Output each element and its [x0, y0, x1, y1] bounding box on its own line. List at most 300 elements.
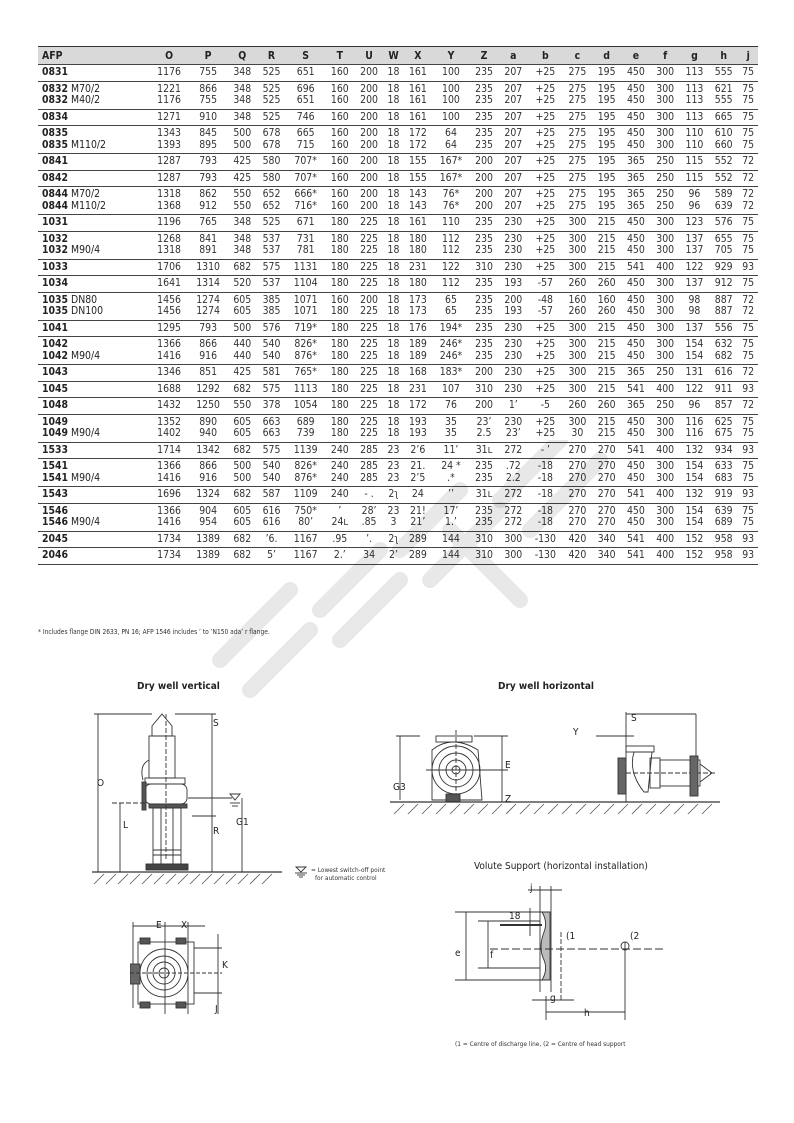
model-cell — [38, 170, 150, 187]
value-cell-W: 18 — [387, 382, 400, 395]
value-cell-W: 18 — [387, 127, 400, 139]
value-cell-O: 1734 — [157, 549, 181, 561]
value-cell-Z: 2.5 — [476, 427, 492, 439]
value-cell-b: -57 — [537, 277, 553, 289]
table-row-group — [38, 292, 758, 320]
value-cell-g: 137 — [685, 232, 704, 245]
value-cell-S: 689 — [296, 415, 315, 428]
dry-well-horizontal-drawing — [390, 710, 720, 820]
legend-line-2: for automatic control — [315, 874, 377, 882]
value-cell-j: 75 — [742, 338, 755, 350]
value-cell-T: 180 — [330, 216, 349, 228]
value-cell-f: 250 — [656, 155, 675, 167]
value-cell-R: 575 — [262, 443, 281, 456]
value-cell-c: 270 — [568, 471, 587, 484]
value-cell-S: 80ʼ — [298, 516, 314, 528]
column-header-c: c — [563, 47, 592, 65]
value-cell-Z: 235 — [475, 460, 493, 472]
value-cell-P: 765 — [199, 216, 218, 228]
value-cell-c: 260 — [568, 305, 587, 317]
value-cell-Q: 550 — [233, 399, 252, 411]
value-cell-T: 160 — [330, 155, 349, 167]
value-cell-Q: 425 — [233, 155, 252, 167]
value-cell-X: 168 — [408, 366, 427, 378]
column-header-O: O — [150, 47, 189, 65]
value-cell-d: 195 — [597, 66, 616, 78]
value-cell-S: 1167 — [293, 532, 318, 545]
value-cell-R: 525 — [262, 110, 281, 123]
value-cell-T: 240 — [330, 471, 349, 484]
value-cell-O: 1416 — [157, 516, 181, 528]
value-cell-c: 275 — [568, 66, 587, 78]
value-cell-f: 300 — [656, 232, 675, 245]
value-cell-f: 300 — [656, 82, 675, 95]
value-cell-e: 450 — [626, 415, 645, 428]
volute-legend: (1 = Centre of discharge line, (2 = Centre of head support — [455, 1040, 626, 1048]
value-cell-R: 580 — [262, 171, 281, 184]
value-cell-g: 113 — [685, 66, 704, 78]
value-cell-Z: 200 — [475, 366, 493, 378]
value-cell-Q: 550 — [233, 188, 252, 200]
value-cell-a: 230 — [504, 382, 523, 395]
value-cell-U: 285 — [360, 460, 378, 472]
model-number: 1041 — [42, 321, 69, 334]
value-cell-O: 1318 — [157, 188, 181, 200]
value-cell-g: 110 — [685, 138, 704, 151]
value-cell-R: ʼ6. — [265, 532, 278, 545]
value-cell-S: 719* — [294, 321, 317, 334]
value-cell-P: 940 — [199, 427, 218, 439]
value-cell-Y: 100 — [442, 66, 460, 78]
value-cell-j: 72 — [742, 293, 755, 306]
value-cell-g: 96 — [688, 399, 701, 411]
value-cell-Q: 682 — [233, 443, 252, 456]
value-cell-Y: 194* — [439, 321, 463, 334]
model-cell — [38, 245, 150, 259]
model-number: 1043 — [42, 366, 69, 378]
table-row — [38, 65, 758, 82]
value-cell-j: 93 — [742, 488, 755, 500]
value-cell-f: 400 — [656, 488, 675, 500]
table-row — [38, 306, 758, 320]
value-cell-Q: 500 — [233, 460, 252, 472]
table-row-group — [38, 459, 758, 487]
value-cell-f: 300 — [656, 293, 675, 306]
value-cell-Q: 348 — [233, 82, 252, 95]
table-row-group — [38, 109, 758, 126]
value-cell-h: 958 — [714, 549, 733, 561]
value-cell-g: 154 — [685, 471, 704, 484]
value-cell-j: 75 — [742, 277, 755, 289]
value-cell-d: 215 — [597, 232, 616, 245]
value-cell-h: 689 — [714, 516, 733, 528]
column-header-R: R — [257, 47, 286, 65]
value-cell-P: 954 — [199, 516, 218, 528]
value-cell-P: 1310 — [196, 260, 220, 273]
value-cell-e: 450 — [626, 82, 645, 95]
model-variant: M40/2 — [71, 94, 101, 106]
value-cell-U: 225 — [360, 277, 378, 289]
value-cell-j: 72 — [742, 188, 755, 200]
value-cell-X: 24 — [411, 488, 424, 500]
value-cell-g: 137 — [685, 277, 704, 289]
value-cell-b: +25 — [535, 427, 556, 439]
value-cell-Y: 24 * — [441, 460, 461, 472]
value-cell-Q: 500 — [233, 138, 252, 151]
value-cell-O: 1688 — [157, 382, 181, 395]
value-cell-W: 2ʼ — [389, 549, 398, 561]
value-cell-Z: 235 — [475, 82, 493, 95]
value-cell-j: 93 — [742, 382, 755, 395]
value-cell-Z: 200 — [475, 155, 493, 167]
value-cell-W: 18 — [387, 260, 400, 273]
value-cell-P: 755 — [199, 94, 218, 106]
value-cell-c: 270 — [568, 460, 587, 472]
value-cell-a: 230 — [504, 244, 523, 256]
value-cell-Q: 348 — [233, 244, 252, 256]
column-header-b: b — [528, 47, 563, 65]
value-cell-f: 400 — [656, 532, 675, 545]
value-cell-T: 160 — [330, 199, 349, 212]
value-cell-Q: 550 — [233, 199, 252, 212]
value-cell-h: 576 — [714, 216, 733, 228]
value-cell-h: 555 — [714, 66, 733, 78]
dry-well-vertical-drawing — [92, 700, 292, 890]
table-row — [38, 517, 758, 531]
value-cell-e: 450 — [626, 305, 645, 317]
value-cell-e: 541 — [626, 443, 645, 456]
value-cell-b: +25 — [535, 110, 556, 123]
value-cell-T: 160 — [330, 138, 349, 151]
table-row — [38, 473, 758, 487]
value-cell-a: 207 — [504, 138, 523, 151]
value-cell-X: 172 — [408, 127, 427, 139]
model-cell — [38, 201, 150, 215]
value-cell-U: 200 — [360, 66, 378, 78]
value-cell-O: 1641 — [157, 277, 181, 289]
value-cell-Y: 246* — [439, 338, 463, 350]
value-cell-P: 1342 — [196, 443, 220, 456]
model-cell — [38, 65, 150, 82]
table-row-group — [38, 487, 758, 504]
value-cell-T: 240 — [330, 460, 349, 472]
value-cell-R: 385 — [262, 293, 281, 306]
column-header-X: X — [403, 47, 432, 65]
value-cell-e: 450 — [626, 349, 645, 362]
table-row — [38, 81, 758, 95]
value-cell-f: 300 — [656, 216, 675, 228]
value-cell-W: 18 — [387, 244, 400, 256]
dim-label-Y: Y — [573, 727, 579, 738]
value-cell-f: 300 — [656, 471, 675, 484]
table-row — [38, 292, 758, 306]
value-cell-Y: 35 — [445, 415, 457, 428]
value-cell-U: 225 — [360, 382, 378, 395]
volute-label-18: 18 — [509, 911, 521, 922]
value-cell-f: 400 — [656, 260, 675, 273]
value-cell-j: 75 — [742, 138, 755, 151]
value-cell-P: 916 — [199, 471, 218, 484]
value-cell-b: -18 — [537, 504, 553, 517]
model-number: 1541 — [42, 460, 69, 472]
value-cell-d: 195 — [597, 127, 616, 139]
value-cell-j: 72 — [742, 399, 755, 411]
value-cell-S: 1104 — [293, 277, 318, 289]
value-cell-j: 75 — [742, 66, 755, 78]
legend-text — [311, 866, 385, 882]
value-cell-Z: 235 — [475, 110, 493, 123]
value-cell-h: 929 — [714, 260, 733, 273]
table-row-group — [38, 531, 758, 548]
value-cell-W: 18 — [387, 415, 400, 428]
value-cell-O: 1295 — [157, 321, 181, 334]
value-cell-b: +25 — [535, 127, 556, 139]
value-cell-Y: 100 — [442, 94, 460, 106]
value-cell-e: 450 — [626, 127, 645, 139]
value-cell-Y: 144 — [442, 532, 460, 545]
value-cell-P: 793 — [199, 171, 218, 184]
dim-label-L: L — [123, 820, 129, 831]
value-cell-h: 887 — [714, 305, 733, 317]
value-cell-d: 215 — [597, 338, 616, 350]
table-row — [38, 414, 758, 428]
model-cell — [38, 259, 150, 276]
value-cell-U: ʼ. — [366, 532, 373, 545]
value-cell-R: 616 — [262, 504, 281, 517]
value-cell-j: 75 — [742, 427, 755, 439]
value-cell-h: 552 — [714, 171, 733, 184]
value-cell-W: 23 — [387, 471, 400, 484]
model-number: 1032 — [42, 244, 69, 256]
value-cell-W: 18 — [387, 338, 400, 350]
value-cell-T: 180 — [330, 366, 349, 378]
value-cell-Z: 235 — [475, 305, 493, 317]
value-cell-d: 215 — [597, 382, 616, 395]
value-cell-Q: 500 — [233, 471, 252, 484]
model-number: 1546 — [42, 516, 69, 528]
value-cell-P: 866 — [199, 82, 218, 95]
value-cell-S: 1113 — [293, 382, 318, 395]
value-cell-T: 240 — [330, 488, 349, 500]
value-cell-j: 72 — [742, 155, 755, 167]
value-cell-S: 750* — [294, 504, 317, 517]
value-cell-R: 540 — [262, 460, 281, 472]
table-row — [38, 276, 758, 293]
table-row-group — [38, 414, 758, 442]
value-cell-Y: 11ʼ — [443, 443, 459, 456]
value-cell-f: 250 — [656, 188, 675, 200]
table-row-group — [38, 365, 758, 382]
value-cell-Y: 65 — [445, 305, 457, 317]
value-cell-R: 525 — [262, 82, 281, 95]
value-cell-Y: 65 — [445, 293, 457, 306]
table-row-group — [38, 337, 758, 365]
value-cell-W: 18 — [387, 305, 400, 317]
value-cell-h: 639 — [714, 199, 733, 212]
value-cell-P: 895 — [199, 138, 218, 151]
value-cell-h: 655 — [714, 232, 733, 245]
value-cell-O: 1366 — [157, 504, 181, 517]
table-row — [38, 201, 758, 215]
value-cell-Q: 500 — [233, 321, 252, 334]
value-cell-O: 1368 — [157, 199, 181, 212]
value-cell-T: 180 — [330, 427, 349, 439]
value-cell-b: -18 — [537, 471, 553, 484]
model-number: 1049 — [42, 427, 69, 439]
value-cell-T: 180 — [330, 244, 349, 256]
value-cell-W: 2ʅ — [388, 532, 399, 545]
value-cell-d: 195 — [597, 171, 616, 184]
value-cell-R: 385 — [262, 305, 281, 317]
value-cell-f: 300 — [656, 516, 675, 528]
model-cell — [38, 306, 150, 320]
value-cell-c: 30 — [571, 427, 584, 439]
value-cell-Z: 200 — [475, 199, 493, 212]
model-cell — [38, 320, 150, 337]
value-cell-T: 180 — [330, 232, 349, 245]
model-number: 0835 — [42, 138, 69, 151]
value-cell-c: 275 — [568, 127, 587, 139]
value-cell-S: 1131 — [293, 260, 318, 273]
model-cell — [38, 487, 150, 504]
value-cell-U: .85 — [361, 516, 377, 528]
model-variant: M90/4 — [71, 471, 101, 484]
table-row — [38, 231, 758, 245]
value-cell-R: 575 — [262, 382, 281, 395]
value-cell-a: .72 — [505, 460, 521, 472]
table-row — [38, 95, 758, 109]
value-cell-P: 1389 — [196, 549, 220, 561]
value-cell-g: 96 — [688, 188, 701, 200]
value-cell-S: 826* — [294, 460, 317, 472]
value-cell-P: 1274 — [196, 305, 220, 317]
value-cell-W: 23 — [387, 443, 400, 456]
value-cell-j: 93 — [742, 260, 755, 273]
table-row — [38, 126, 758, 140]
model-cell — [38, 215, 150, 232]
value-cell-P: 890 — [199, 415, 218, 428]
value-cell-d: 195 — [597, 188, 616, 200]
value-cell-a: 2.2 — [505, 471, 521, 484]
value-cell-X: 155 — [408, 155, 427, 167]
value-cell-b: +25 — [535, 155, 556, 167]
value-cell-O: 1352 — [157, 415, 181, 428]
value-cell-c: 300 — [568, 232, 587, 245]
value-cell-X: 2ʼ5 — [410, 471, 426, 484]
table-row — [38, 259, 758, 276]
value-cell-O: 1734 — [157, 532, 181, 545]
value-cell-h: 552 — [714, 155, 733, 167]
volute-title: Volute Support (horizontal installation) — [474, 861, 648, 872]
value-cell-g: 110 — [685, 127, 704, 139]
value-cell-a: 300 — [504, 549, 523, 561]
column-header-afp: AFP — [38, 47, 150, 65]
value-cell-T: 160 — [330, 110, 349, 123]
value-cell-Z: 23ʼ — [476, 415, 492, 428]
value-cell-b: +25 — [535, 382, 556, 395]
value-cell-R: 678 — [262, 127, 281, 139]
value-cell-b: -130 — [534, 549, 556, 561]
model-number: 1035 — [42, 305, 69, 317]
value-cell-W: 18 — [387, 293, 400, 306]
value-cell-W: 18 — [387, 349, 400, 362]
value-cell-c: 300 — [568, 415, 587, 428]
value-cell-W: 18 — [387, 188, 400, 200]
value-cell-U: 200 — [360, 188, 378, 200]
value-cell-S: 651 — [296, 94, 315, 106]
value-cell-c: 160 — [568, 293, 587, 306]
table-row-group — [38, 126, 758, 154]
value-cell-d: 340 — [597, 532, 616, 545]
dimensions-table — [38, 46, 758, 565]
value-cell-g: 113 — [685, 94, 704, 106]
model-number: 0832 — [42, 94, 69, 106]
column-header-g: g — [680, 47, 709, 65]
table-row-group — [38, 381, 758, 398]
value-cell-b: +25 — [535, 82, 556, 95]
value-cell-g: 122 — [685, 382, 704, 395]
value-cell-T: ʼ — [338, 504, 342, 517]
value-cell-e: 450 — [626, 216, 645, 228]
value-cell-Z: 310 — [475, 260, 493, 273]
value-cell-T: 160 — [330, 66, 349, 78]
dim-label-R: R — [213, 826, 220, 837]
value-cell-P: 793 — [199, 321, 218, 334]
value-cell-Z: 31ʟ — [475, 443, 493, 456]
value-cell-X: 172 — [408, 138, 427, 151]
value-cell-h: 632 — [714, 338, 733, 350]
value-cell-T: 24ʟ — [331, 516, 349, 528]
value-cell-j: 75 — [742, 244, 755, 256]
column-header-Y: Y — [433, 47, 470, 65]
value-cell-S: 1071 — [293, 293, 318, 306]
value-cell-h: 555 — [714, 94, 733, 106]
value-cell-Q: 682 — [233, 260, 252, 273]
model-cell — [38, 428, 150, 442]
value-cell-Q: 348 — [233, 94, 252, 106]
value-cell-j: 72 — [742, 199, 755, 212]
model-variant: M70/2 — [71, 188, 101, 200]
value-cell-b: +25 — [535, 199, 556, 212]
value-cell-P: 916 — [199, 349, 218, 362]
value-cell-U: 285 — [360, 443, 378, 456]
value-cell-P: 912 — [199, 199, 218, 212]
value-cell-c: 260 — [568, 399, 587, 411]
value-cell-f: 300 — [656, 321, 675, 334]
value-cell-Y: 17ʼ — [443, 504, 459, 517]
value-cell-Y: 100 — [442, 110, 460, 123]
value-cell-b: -5 — [540, 399, 551, 411]
model-variant: M90/4 — [71, 516, 101, 528]
value-cell-U: 200 — [360, 155, 378, 167]
model-number: 0832 — [42, 82, 69, 95]
value-cell-U: 225 — [360, 232, 378, 245]
table-row-group — [38, 215, 758, 232]
value-cell-b: +25 — [535, 232, 556, 245]
column-header-Z: Z — [469, 47, 498, 65]
value-cell-Z: 235 — [475, 138, 493, 151]
value-cell-d: 215 — [597, 321, 616, 334]
dim-label-G1: G1 — [236, 817, 249, 828]
table-row-group — [38, 442, 758, 459]
value-cell-T: 2.ʼ — [333, 549, 346, 561]
value-cell-h: 683 — [714, 471, 733, 484]
value-cell-P: 910 — [199, 110, 218, 123]
value-cell-S: 651 — [296, 66, 315, 78]
value-cell-W: 18 — [387, 82, 400, 95]
value-cell-O: 1271 — [157, 110, 181, 123]
top-label-X: X — [181, 920, 188, 931]
